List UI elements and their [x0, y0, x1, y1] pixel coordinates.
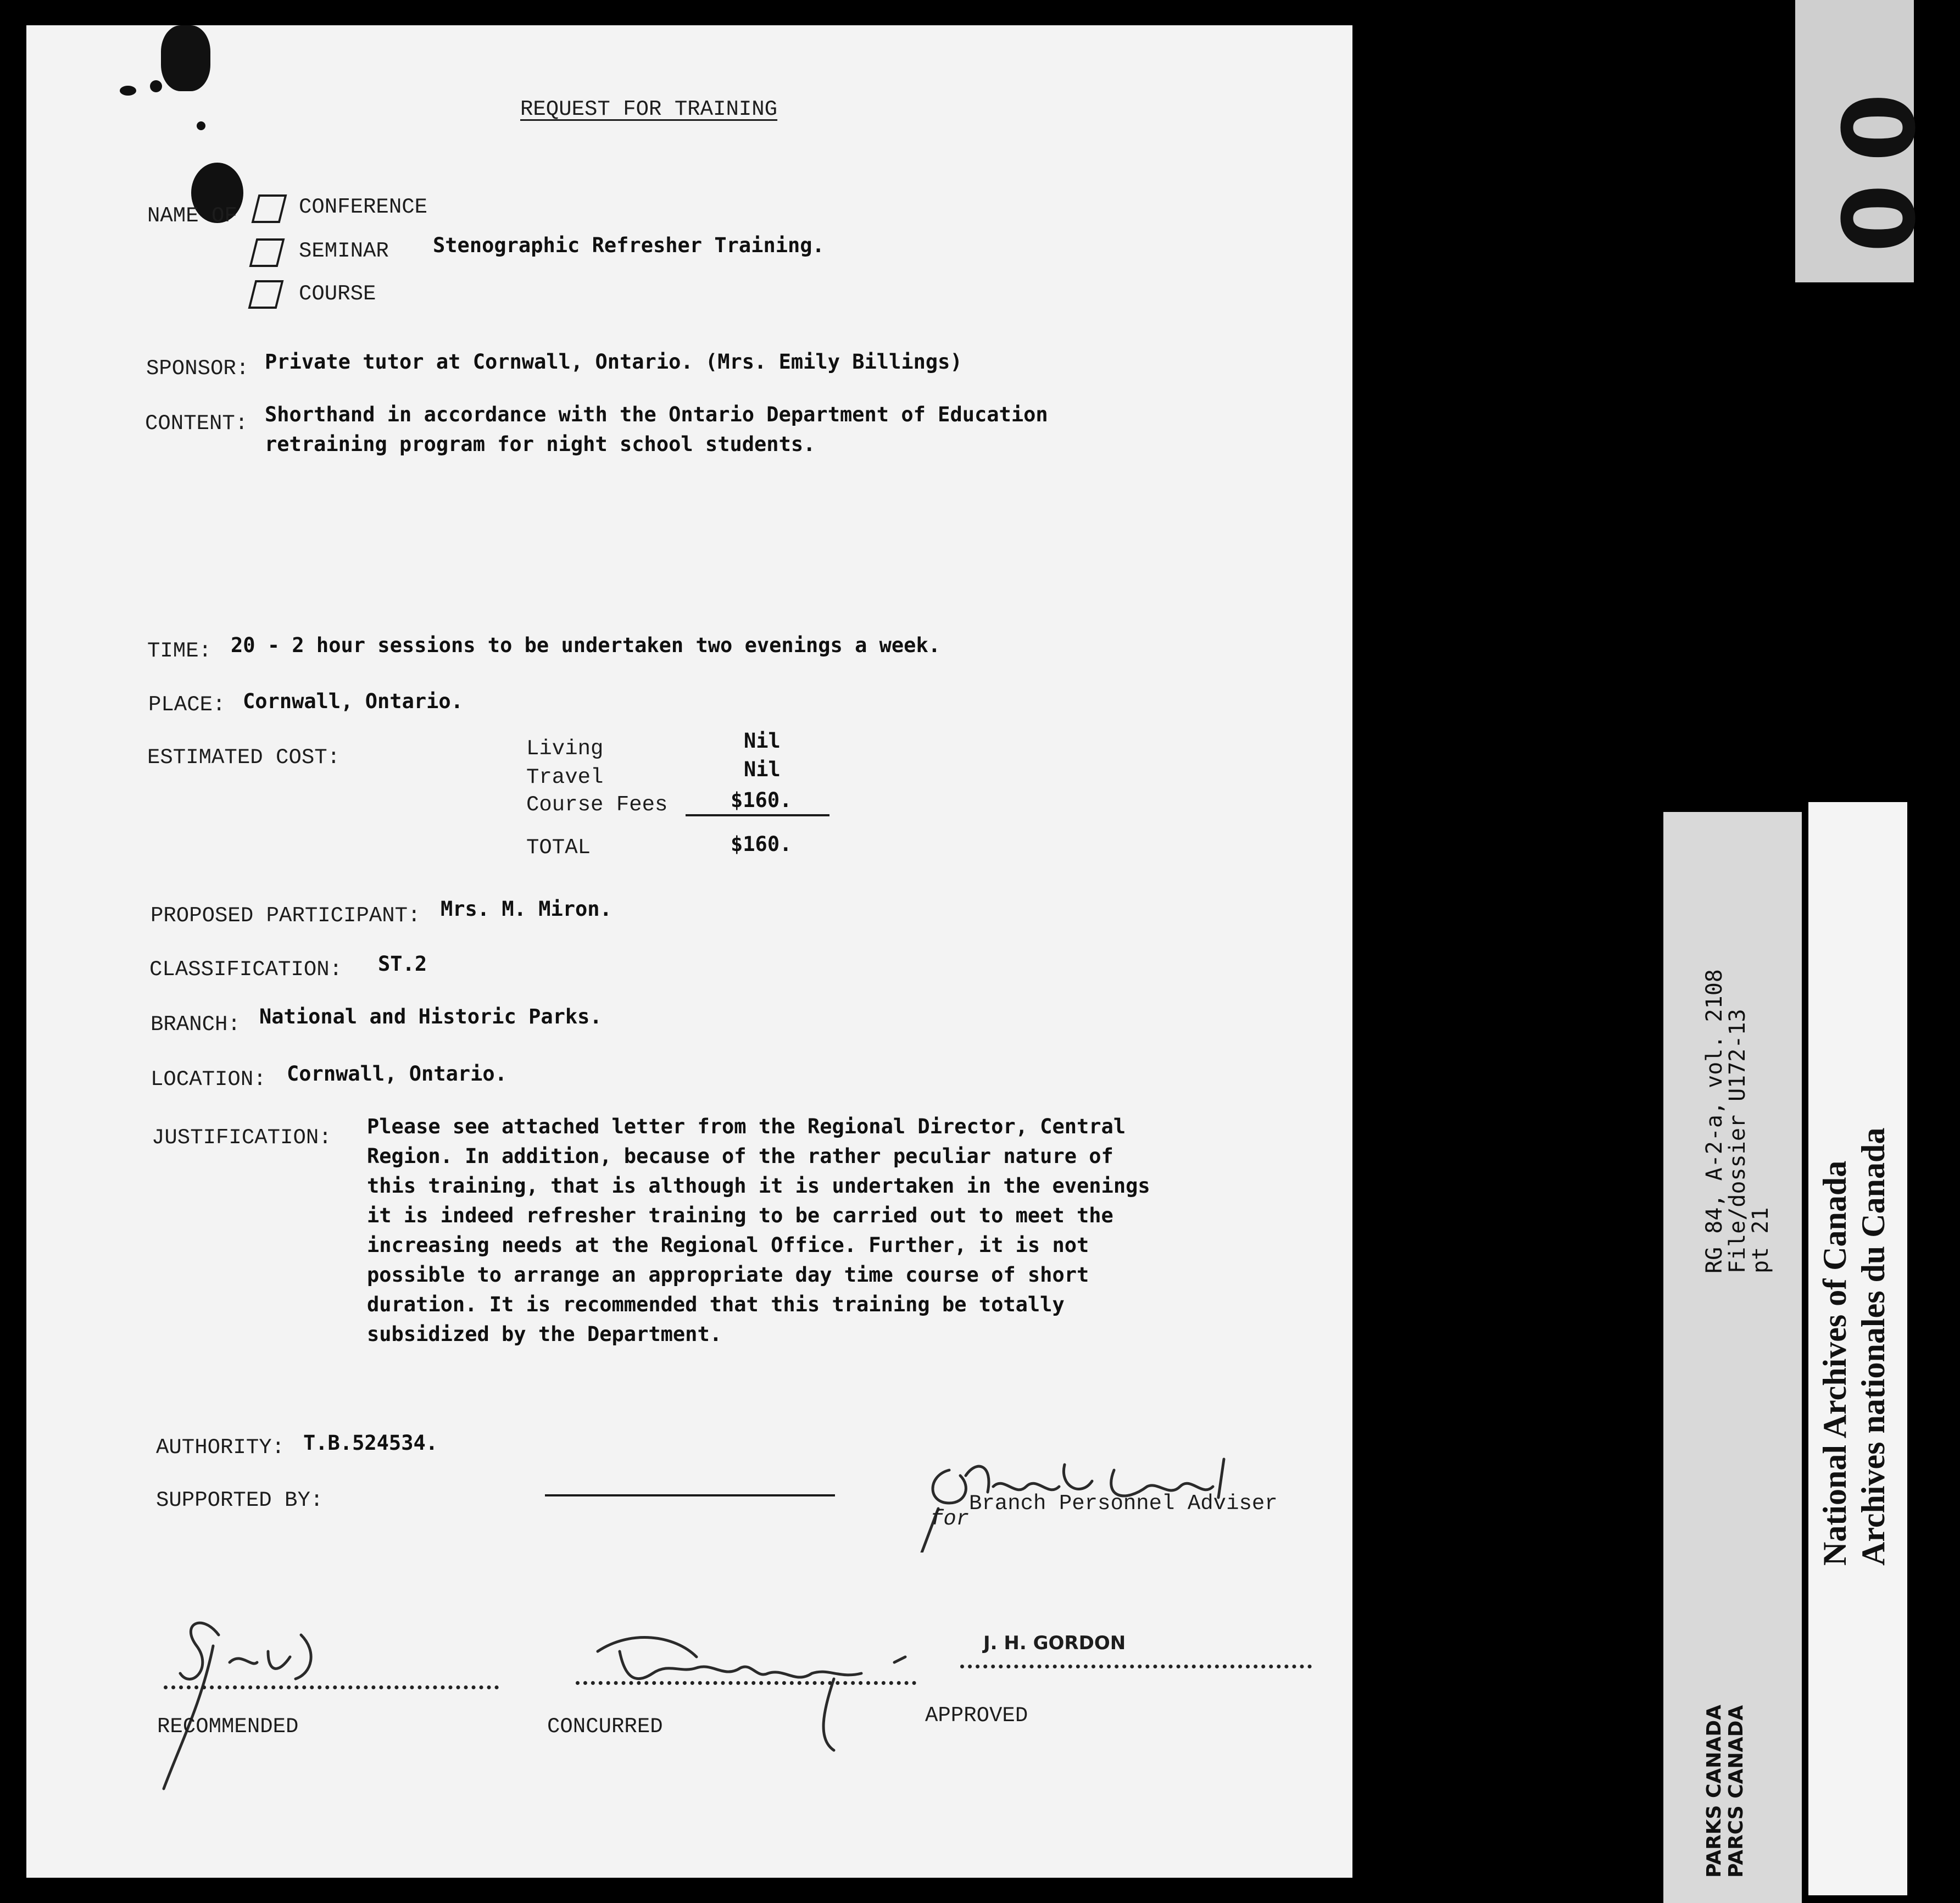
form-title: REQUEST FOR TRAINING — [520, 97, 778, 121]
justification-line: duration. It is recommended that this training be totally — [367, 1293, 1065, 1316]
name-of-label: NAME OF — [147, 204, 237, 228]
sponsor-label: SPONSOR: — [146, 357, 249, 381]
total-value: $160. — [731, 832, 792, 856]
cost-item-value: Nil — [744, 729, 781, 753]
archive-name-line: Archives nationales du Canada — [1855, 1127, 1891, 1566]
supported-by-signature-line — [545, 1494, 835, 1496]
seminar-option-label: SEMINAR — [299, 239, 389, 263]
training-name: Stenographic Refresher Training. — [433, 233, 825, 257]
justification-line: Region. In addition, because of the rather peculiar nature of — [367, 1144, 1113, 1168]
place-label: PLACE: — [148, 693, 226, 717]
approved-signature-line — [960, 1665, 1312, 1668]
justification-line: Please see attached letter from the Regional Director, Central — [367, 1115, 1126, 1138]
place-value: Cornwall, Ontario. — [243, 689, 463, 713]
frame-marker: 00 — [1823, 71, 1937, 253]
reference-line: File/dossier U172-13 — [1725, 1009, 1750, 1273]
recommended-signature-line — [164, 1685, 499, 1689]
course-checkbox[interactable] — [248, 280, 284, 309]
concurred-label: CONCURRED — [547, 1715, 663, 1739]
archive-name-line: National Archives of Canada — [1817, 1160, 1853, 1566]
content-line: retraining program for night school students. — [265, 432, 816, 456]
content-label: CONTENT: — [145, 411, 248, 436]
cost-item-label: Course Fees — [526, 793, 668, 817]
reference-line: RG 84, A-2-a, vol. 2108 — [1702, 969, 1727, 1273]
reference-line: pt 21 — [1748, 1207, 1773, 1273]
recommended-label: RECOMMENDED — [157, 1715, 299, 1739]
location-value: Cornwall, Ontario. — [287, 1062, 507, 1086]
cost-sum-rule — [686, 814, 829, 816]
approver-stamp: J. H. GORDON — [983, 1632, 1126, 1654]
cost-item-label: Living — [526, 737, 604, 761]
justification-line: this training, that is although it is undertaken in the evenings — [367, 1174, 1150, 1198]
time-label: TIME: — [147, 639, 212, 663]
archive-reference-strip — [1663, 812, 1802, 1903]
frame-marker-panel — [1795, 0, 1937, 282]
adviser-for-prefix: for — [931, 1507, 970, 1531]
classification-value: ST.2 — [378, 952, 427, 976]
ink-speck — [197, 121, 205, 130]
justification-line: subsidized by the Department. — [367, 1322, 722, 1346]
agency-line: PARCS CANADA — [1725, 1705, 1747, 1878]
participant-value: Mrs. M. Miron. — [441, 897, 612, 921]
participant-label: PROPOSED PARTICIPANT: — [151, 904, 421, 928]
branch-label: BRANCH: — [151, 1012, 241, 1037]
branch-value: National and Historic Parks. — [259, 1005, 602, 1028]
estimated-cost-label: ESTIMATED COST: — [147, 745, 341, 770]
concurred-signature — [587, 1618, 927, 1761]
ink-speck — [150, 80, 162, 92]
adviser-title: Branch Personnel Adviser — [969, 1492, 1278, 1516]
archive-name-strip — [1808, 802, 1907, 1895]
concurred-signature-line — [576, 1681, 916, 1685]
sponsor-value: Private tutor at Cornwall, Ontario. (Mrs. Emily Billings) — [265, 350, 962, 374]
recommended-signature — [147, 1602, 356, 1811]
justification-label: JUSTIFICATION: — [152, 1126, 332, 1150]
authority-value: T.B.524534. — [303, 1431, 438, 1455]
location-label: LOCATION: — [151, 1067, 266, 1092]
time-value: 20 - 2 hour sessions to be undertaken two evenings a week. — [231, 633, 941, 657]
justification-line: increasing needs at the Regional Office. Further, it is not — [367, 1233, 1089, 1257]
classification-label: CLASSIFICATION: — [149, 958, 343, 982]
cost-item-value: $160. — [731, 788, 792, 812]
content-line: Shorthand in accordance with the Ontario Department of Education — [265, 403, 1048, 426]
ink-blot — [161, 25, 210, 91]
course-option-label: COURSE — [299, 282, 376, 306]
conference-option-label: CONFERENCE — [299, 195, 428, 219]
document-page — [26, 25, 1352, 1878]
cost-item-value: Nil — [744, 758, 781, 781]
justification-line: possible to arrange an appropriate day time course of short — [367, 1263, 1089, 1287]
seminar-checkbox[interactable] — [249, 238, 285, 267]
total-label: TOTAL — [526, 836, 591, 860]
approved-label: APPROVED — [925, 1704, 1028, 1728]
authority-label: AUTHORITY: — [156, 1435, 285, 1460]
justification-line: it is indeed refresher training to be carried out to meet the — [367, 1204, 1113, 1227]
agency-line: PARKS CANADA — [1703, 1704, 1725, 1878]
conference-checkbox[interactable] — [252, 194, 287, 223]
cost-item-label: Travel — [526, 765, 604, 789]
supported-by-label: SUPPORTED BY: — [156, 1488, 324, 1512]
ink-speck — [120, 86, 136, 96]
